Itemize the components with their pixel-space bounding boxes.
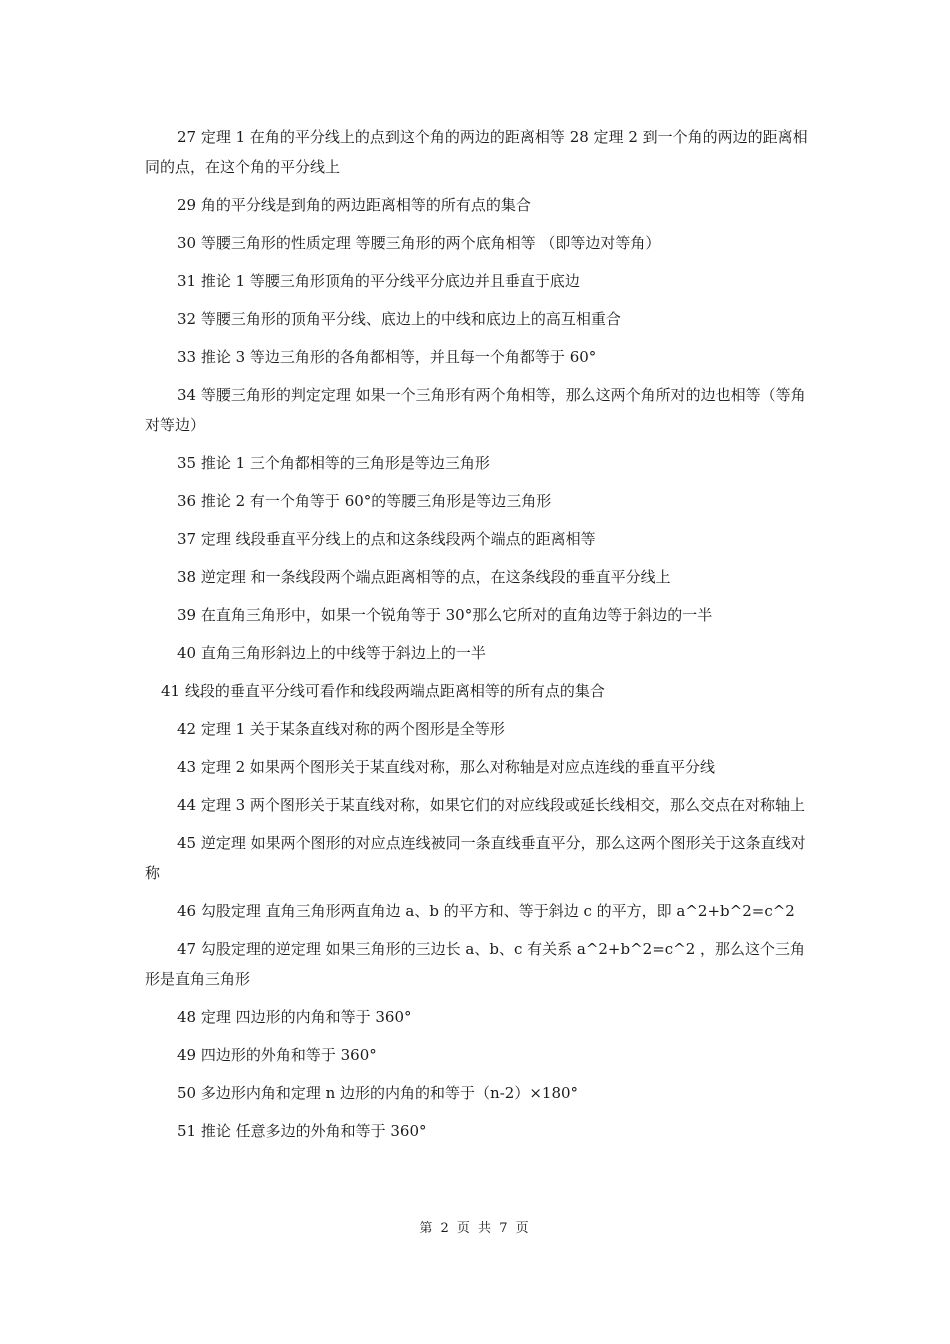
paragraph-theorem-34: 34 等腰三角形的判定定理 如果一个三角形有两个角相等，那么这两个角所对的边也相等（等角对等边） [145, 386, 806, 434]
paragraph-theorem-45: 45 逆定理 如果两个图形的对应点连线被同一条直线垂直平分，那么这两个图形关于这条直线对称 [145, 834, 806, 882]
paragraph-theorem-27-28: 27 定理 1 在角的平分线上的点到这个角的两边的距离相等 28 定理 2 到一个角的两边的距离相同的点，在这个角的平分线上 [145, 128, 808, 176]
paragraph-theorem-31: 31 推论 1 等腰三角形顶角的平分线平分底边并且垂直于底边 [177, 272, 580, 290]
paragraph-theorem-38: 38 逆定理 和一条线段两个端点距离相等的点，在这条线段的垂直平分线上 [177, 568, 671, 586]
paragraph-theorem-42: 42 定理 1 关于某条直线对称的两个图形是全等形 [177, 720, 505, 738]
paragraph-theorem-37: 37 定理 线段垂直平分线上的点和这条线段两个端点的距离相等 [177, 530, 596, 548]
paragraph-theorem-29: 29 角的平分线是到角的两边距离相等的所有点的集合 [177, 196, 531, 214]
paragraph-theorem-46: 46 勾股定理 直角三角形两直角边 a、b 的平方和、等于斜边 c 的平方，即 a^2+b^2=c^2 [177, 902, 795, 920]
paragraph-theorem-43: 43 定理 2 如果两个图形关于某直线对称，那么对称轴是对应点连线的垂直平分线 [177, 758, 715, 776]
paragraph-theorem-40: 40 直角三角形斜边上的中线等于斜边上的一半 [177, 644, 486, 662]
paragraph-theorem-36: 36 推论 2 有一个角等于 60°的等腰三角形是等边三角形 [177, 492, 552, 510]
paragraph-theorem-35: 35 推论 1 三个角都相等的三角形是等边三角形 [177, 454, 490, 472]
paragraph-theorem-49: 49 四边形的外角和等于 360° [177, 1046, 377, 1064]
paragraph-theorem-51: 51 推论 任意多边的外角和等于 360° [177, 1122, 427, 1140]
paragraph-theorem-32: 32 等腰三角形的顶角平分线、底边上的中线和底边上的高互相重合 [177, 310, 621, 328]
paragraph-theorem-47: 47 勾股定理的逆定理 如果三角形的三边长 a、b、c 有关系 a^2+b^2=c^2 ，那么这个三角形是直角三角形 [145, 940, 806, 988]
paragraph-theorem-39: 39 在直角三角形中，如果一个锐角等于 30°那么它所对的直角边等于斜边的一半 [177, 606, 713, 624]
paragraph-theorem-33: 33 推论 3 等边三角形的各角都相等，并且每一个角都等于 60° [177, 348, 597, 366]
page-number-footer: 第 2 页 共 7 页 [419, 1221, 531, 1236]
paragraph-theorem-30: 30 等腰三角形的性质定理 等腰三角形的两个底角相等 （即等边对等角） [177, 234, 661, 252]
document-body [145, 122, 810, 1154]
paragraph-theorem-41: 41 线段的垂直平分线可看作和线段两端点距离相等的所有点的集合 [161, 682, 605, 700]
paragraph-theorem-48: 48 定理 四边形的内角和等于 360° [177, 1008, 412, 1026]
paragraph-theorem-44: 44 定理 3 两个图形关于某直线对称，如果它们的对应线段或延长线相交，那么交点在对称轴上 [177, 796, 805, 814]
paragraph-theorem-50: 50 多边形内角和定理 n 边形的内角的和等于（n-2）×180° [177, 1084, 579, 1102]
